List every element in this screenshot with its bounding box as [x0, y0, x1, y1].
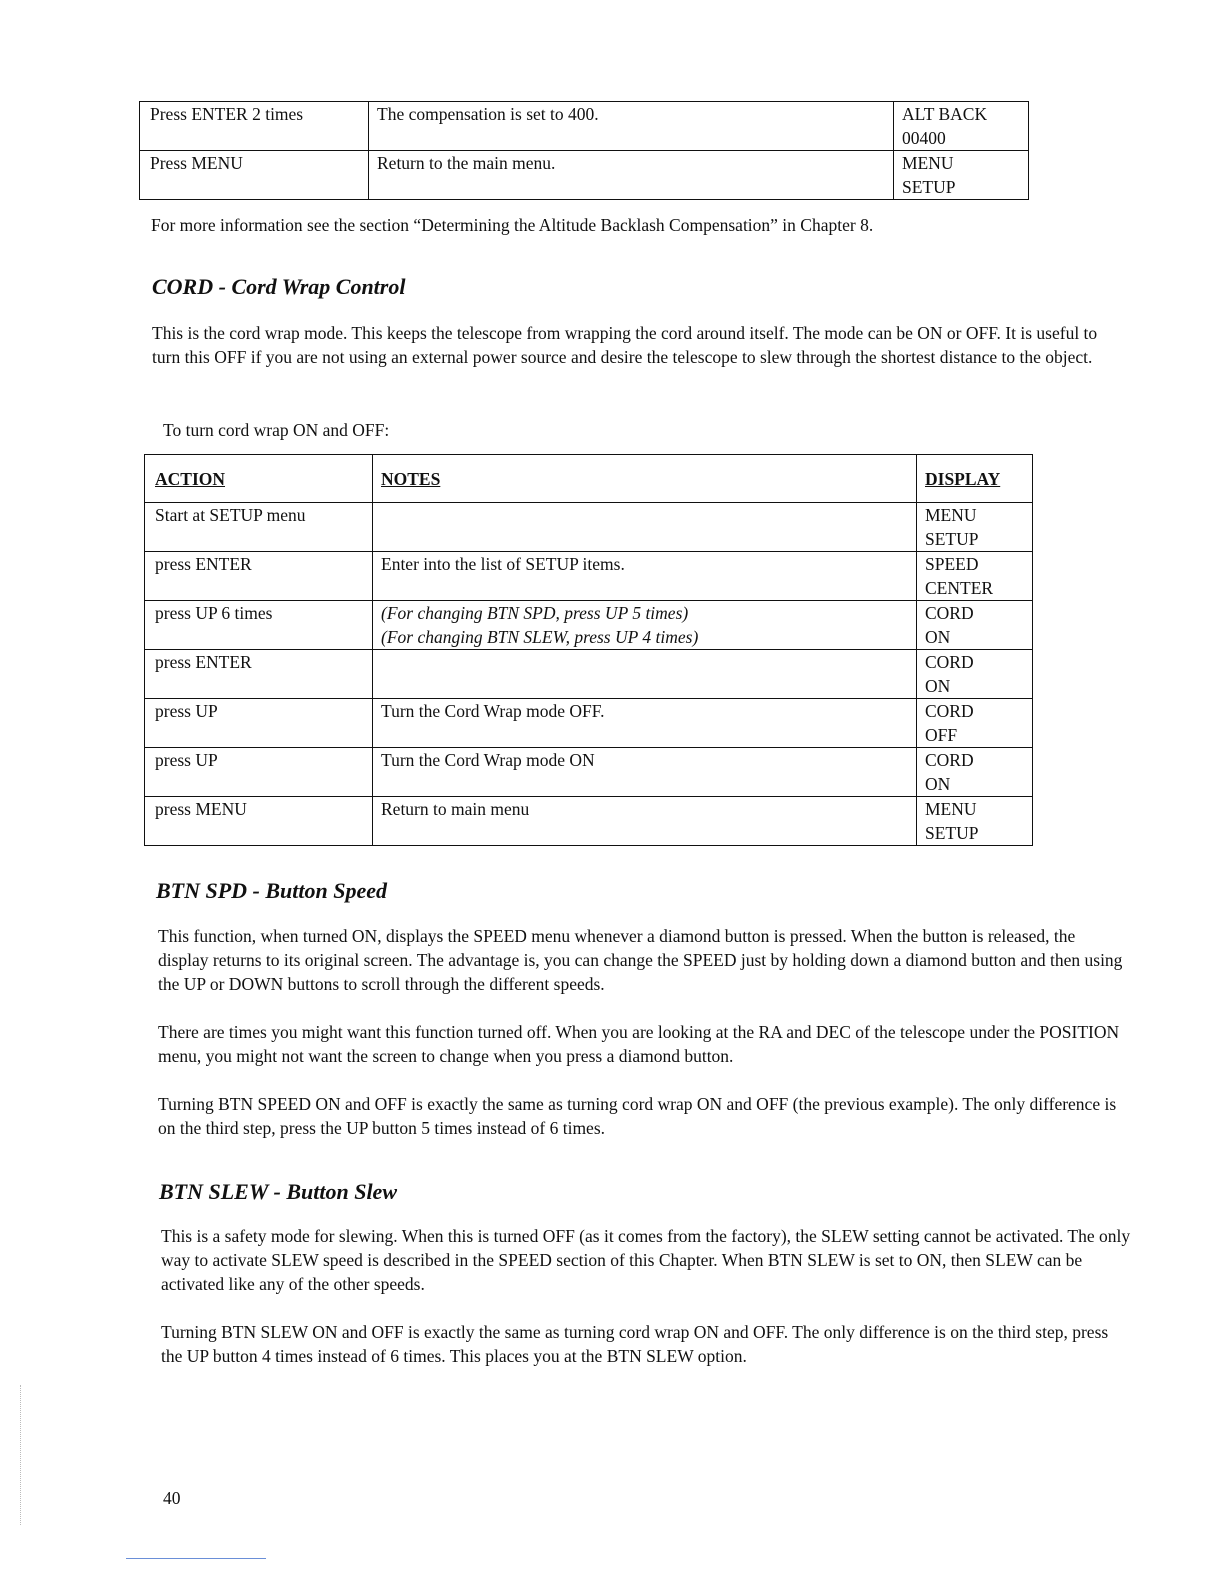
- action-cell: press UP 6 times: [145, 601, 373, 650]
- display-cell: CORD OFF: [917, 699, 1033, 748]
- notes-cell: The compensation is set to 400.: [369, 102, 894, 151]
- action-cell: press ENTER: [145, 552, 373, 601]
- btn-slew-paragraph-1: This is a safety mode for slewing. When this is turned OFF (as it comes from the factory), the SLEW setting cannot be activated. The only way to activate SLEW speed is described in the SPEED section of this Chapter. When BTN SLEW is set to ON, then SLEW can be activated like any of the other speeds.: [161, 1226, 1131, 1294]
- action-cell: Press MENU: [140, 151, 369, 200]
- display-cell: MENU SETUP: [894, 151, 1029, 200]
- btn-spd-heading: BTN SPD - Button Speed: [156, 878, 388, 903]
- btn-slew-paragraph-2: Turning BTN SLEW ON and OFF is exactly the same as turning cord wrap ON and OFF. The only difference is on the third step, press the UP button 4 times instead of 6 times. This places you at the BTN SLEW option.: [161, 1322, 1109, 1366]
- action-cell: press UP: [145, 699, 373, 748]
- notes-cell: [373, 503, 917, 552]
- btn-spd-paragraph-3: Turning BTN SPEED ON and OFF is exactly the same as turning cord wrap ON and OFF (the previous example). The only difference is on the third step, press the UP button 5 times instead of 6 times.: [158, 1094, 1117, 1138]
- display-cell: CORD ON: [917, 650, 1033, 699]
- table-row: [140, 102, 1029, 151]
- table-row: [145, 503, 1033, 552]
- display-cell: MENU SETUP: [917, 797, 1033, 846]
- notes-cell: (For changing BTN SPD, press UP 5 times) (For changing BTN SLEW, press UP 4 times): [373, 601, 917, 650]
- action-cell: press ENTER: [145, 650, 373, 699]
- table-row: [145, 797, 1033, 846]
- notes-cell: Return to the main menu.: [369, 151, 894, 200]
- notes-cell: Turn the Cord Wrap mode OFF.: [373, 699, 917, 748]
- notes-cell: Enter into the list of SETUP items.: [373, 552, 917, 601]
- table-row: [145, 699, 1033, 748]
- action-cell: press UP: [145, 748, 373, 797]
- page-number: 40: [163, 1488, 181, 1508]
- table-row: [145, 601, 1033, 650]
- display-header: DISPLAY: [925, 469, 1001, 489]
- cord-wrap-table: [144, 454, 1033, 846]
- display-cell: ALT BACK 00400: [894, 102, 1029, 151]
- display-cell: CORD ON: [917, 601, 1033, 650]
- table-header-row: [145, 455, 1033, 503]
- action-cell: Start at SETUP menu: [145, 503, 373, 552]
- footer-rule: [126, 1558, 266, 1559]
- cord-table-intro: To turn cord wrap ON and OFF:: [163, 420, 390, 440]
- table-row: [145, 552, 1033, 601]
- table-row: [145, 748, 1033, 797]
- btn-spd-paragraph-1: This function, when turned ON, displays the SPEED menu whenever a diamond button is pressed. When the button is released, the display returns to its original screen. The advantage is, you can change the SPEED just by holding down a diamond button and then using the UP or DOWN buttons to scroll through the different speeds.: [158, 926, 1123, 994]
- chapter-reference-note: For more information see the section “Determining the Altitude Backlash Compensation” in Chapter 8.: [151, 215, 874, 235]
- table-row: [145, 650, 1033, 699]
- notes-cell: Return to main menu: [373, 797, 917, 846]
- notes-cell: [373, 650, 917, 699]
- cord-description: This is the cord wrap mode. This keeps the telescope from wrapping the cord around itself. The mode can be ON or OFF. It is useful to turn this OFF if you are not using an external power source and desire the telescope to slew through the shortest distance to the object.: [152, 323, 1098, 367]
- scan-margin-marks: [20, 1385, 23, 1525]
- btn-slew-heading: BTN SLEW - Button Slew: [159, 1179, 397, 1204]
- display-cell: SPEED CENTER: [917, 552, 1033, 601]
- display-cell: MENU SETUP: [917, 503, 1033, 552]
- notes-header: NOTES: [381, 469, 441, 489]
- action-cell: press MENU: [145, 797, 373, 846]
- display-cell: CORD ON: [917, 748, 1033, 797]
- action-header: ACTION: [155, 469, 226, 489]
- btn-spd-paragraph-2: There are times you might want this function turned off. When you are looking at the RA and DEC of the telescope under the POSITION menu, you might not want the screen to change when you press a diamond button.: [158, 1022, 1120, 1066]
- notes-cell: Turn the Cord Wrap mode ON: [373, 748, 917, 797]
- altitude-backlash-table: [139, 101, 1029, 200]
- table-row: [140, 151, 1029, 200]
- action-cell: Press ENTER 2 times: [140, 102, 369, 151]
- cord-heading: CORD - Cord Wrap Control: [152, 274, 406, 299]
